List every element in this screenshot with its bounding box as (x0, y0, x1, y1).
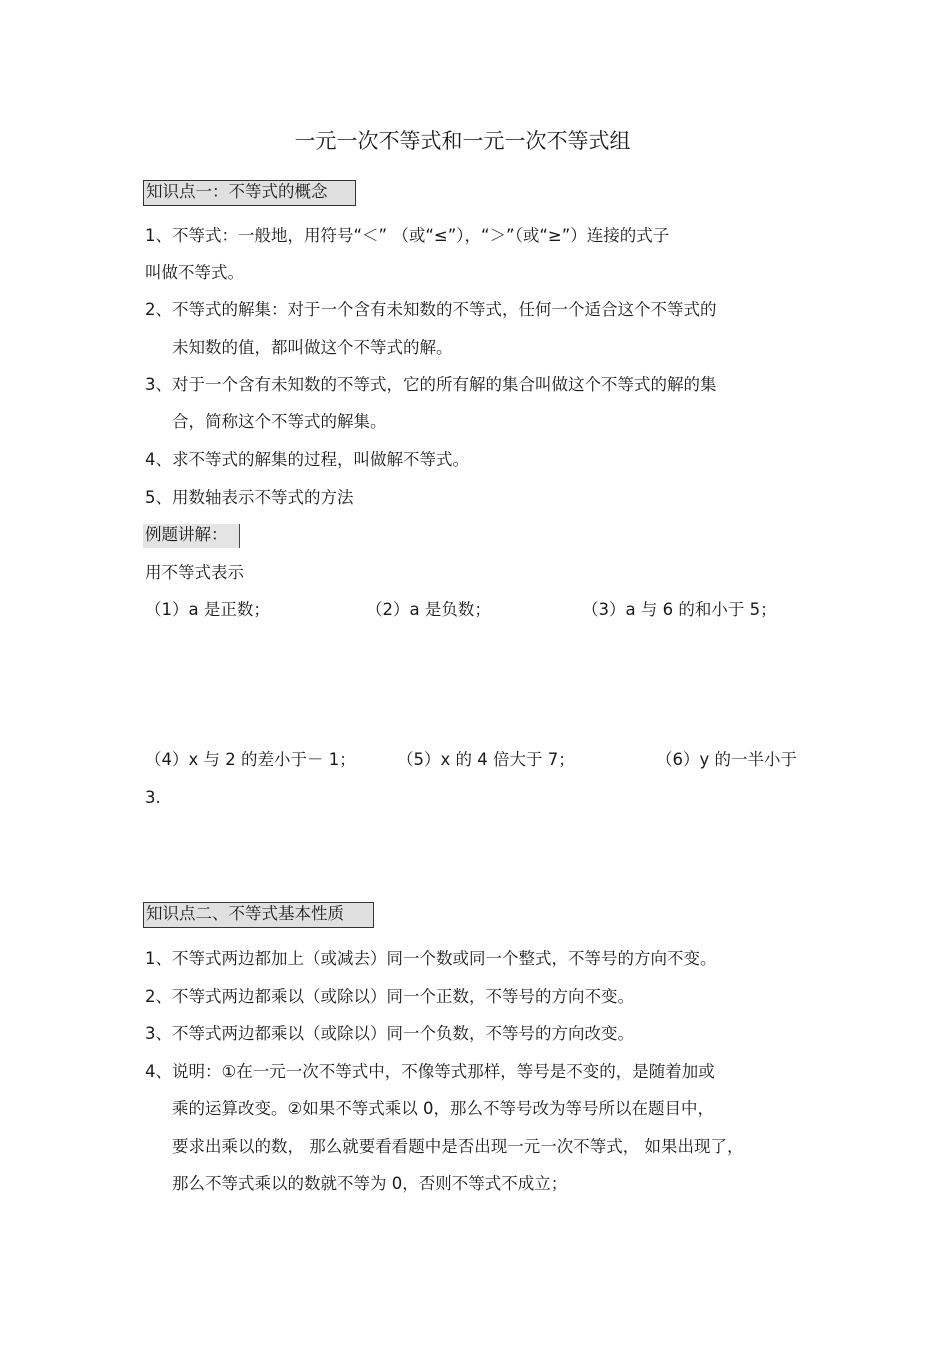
question-1: （1）a 是正数； (145, 600, 270, 619)
s2-item2: 2、不等式两边都乘以（或除以）同一个正数，不等号的方向不变。 (145, 987, 634, 1006)
s2-item3: 3、不等式两边都乘以（或除以）同一个负数，不等号的方向改变。 (145, 1024, 634, 1043)
document-title: 一元一次不等式和一元一次不等式组 (294, 129, 631, 153)
question-2: （2）a 是负数； (366, 600, 491, 619)
s1-item4: 4、求不等式的解集的过程，叫做解不等式。 (145, 450, 469, 469)
question-3: （3）a 与 6 的和小于 5； (582, 600, 777, 619)
s2-item4-line4: 那么不等式乘以的数就不等为 0，否则不等式不成立； (172, 1174, 568, 1193)
s1-item5: 5、用数轴表示不等式的方法 (145, 488, 354, 507)
s1-item1-line2: 叫做不等式。 (145, 263, 244, 282)
question-6-line1: （6）y 的一半小于 (656, 750, 798, 769)
question-6-line2: 3. (145, 788, 161, 807)
question-4: （4）x 与 2 的差小于－ 1； (145, 750, 356, 769)
example-intro: 用不等式表示 (145, 563, 244, 582)
question-5: （5）x 的 4 倍大于 7； (397, 750, 575, 769)
s1-item2-line2: 未知数的值，都叫做这个不等式的解。 (172, 338, 453, 357)
s2-item4-line2: 乘的运算改变。②如果不等式乘以 0，那么不等号改为等号所以在题目中， (172, 1099, 715, 1118)
s2-item1: 1、不等式两边都加上（或减去）同一个数或同一个整式，不等号的方向不变。 (145, 949, 717, 968)
example-heading: 例题讲解： (143, 524, 240, 548)
s1-item1-line1: 1、不等式：一般地，用符号“＜” （或“≤”），“＞”（或“≥”）连接的式子 (145, 226, 670, 245)
section2-heading: 知识点二、不等式基本性质 (143, 902, 374, 928)
section1-heading: 知识点一：不等式的概念 (143, 180, 356, 206)
s1-item2-line1: 2、不等式的解集：对于一个含有未知数的不等式，任何一个适合这个不等式的 (145, 300, 717, 319)
s2-item4-line1: 4、说明：①在一元一次不等式中，不像等式那样，等号是不变的，是随着加或 (145, 1062, 715, 1081)
s2-item4-line3: 要求出乘以的数， 那么就要看看题中是否出现一元一次不等式， 如果出现了， (172, 1137, 744, 1156)
s1-item3-line2: 合，简称这个不等式的解集。 (172, 412, 387, 431)
s1-item3-line1: 3、对于一个含有未知数的不等式，它的所有解的集合叫做这个不等式的解的集 (145, 375, 717, 394)
